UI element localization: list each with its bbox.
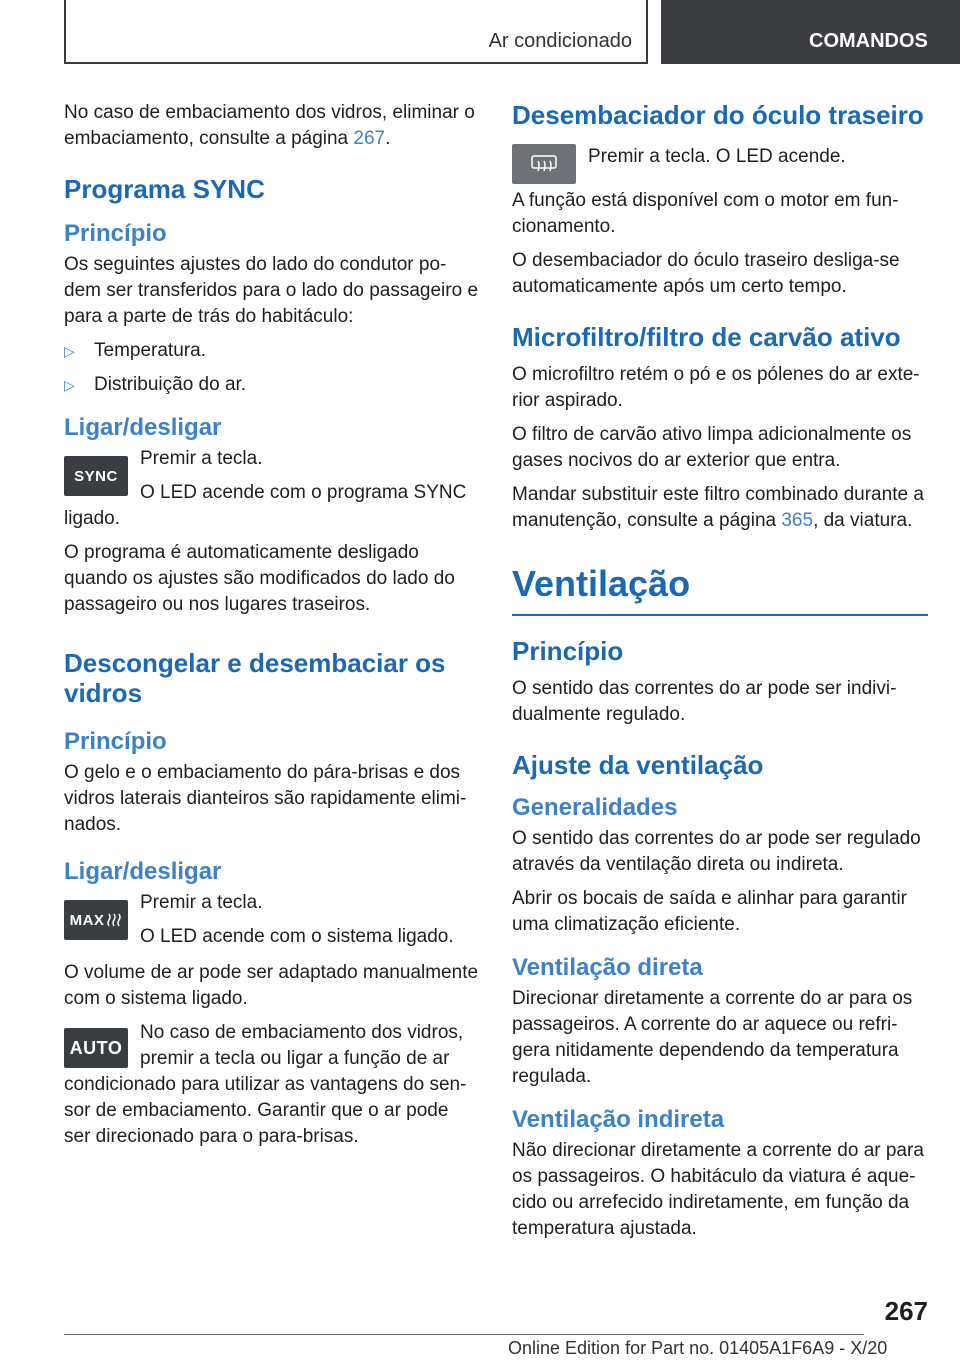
sync-onoff-block: SYNC Premir a tecla. O LED acende com o programa SYNC ligado. <box>64 448 467 529</box>
general-heading: Generalidades <box>512 794 678 821</box>
sync-onoff-heading: Ligar/desligar <box>64 414 222 441</box>
triangle-bullet-icon: ▷ <box>64 343 75 359</box>
page-link-365[interactable]: 365 <box>781 510 814 531</box>
indirect-ventilation-text: Não direcionar diretamente a corrente do ar para os passageiros. O habitáculo da viatura é aque-cido ou arrefecido indiretamente, em função da temperatura ajustada. <box>512 1140 924 1239</box>
footer-divider <box>64 1334 864 1335</box>
left-column <box>64 100 480 1158</box>
defrost-principle-heading: Princípio <box>64 728 167 755</box>
auto-block: AUTO No caso de embaciamento dos vidros, premir a tecla ou ligar a função de ar condicionado para utilizar as vantagens do sen-sor de embaciamento. Garantir que o ar pode ser direcionado para o para-brisas. <box>64 1022 467 1147</box>
ventilation-principle-heading: Princípio <box>512 636 624 666</box>
general-text-1: O sentido das correntes do ar pode ser regulado através da ventilação direta ou indireta. <box>512 828 921 875</box>
filter-title: Microfiltro/filtro de carvão ativo <box>512 322 901 352</box>
page-header <box>0 0 960 66</box>
defrost-title: Descongelar e desembaciar os vidros <box>64 648 446 708</box>
sync-principle-text: Os seguintes ajustes do lado do condutor po-dem ser transferidos para o lado do passageiro e para a parte de trás do habitáculo: <box>64 254 479 327</box>
sync-list <box>64 338 480 398</box>
defrost-onoff-heading: Ligar/desligar <box>64 858 222 885</box>
sync-auto-off-text: O programa é automaticamente desligado quando os ajustes são modificados do lado do passageiro ou nos lugares traseiros. <box>64 542 455 615</box>
filter-text-1: O microfiltro retém o pó e os pólenes do ar exte-rior aspirado. <box>512 364 920 411</box>
list-item: ▷ Temperatura. <box>64 338 480 364</box>
direct-ventilation-text: Direcionar diretamente a corrente do ar para os passageiros. A corrente do ar aquece ou refri-gera nitidamente dependendo da temperatura regulada. <box>512 988 913 1087</box>
defrost-principle-text: O gelo e o embaciamento do pára-brisas e dos vidros laterais dianteiros são rapidamente elimi-nados. <box>64 762 467 835</box>
triangle-bullet-icon: ▷ <box>64 377 75 393</box>
rear-defrost-auto-off: O desembaciador do óculo traseiro desliga-se automaticamente após um certo tempo. <box>512 250 900 297</box>
auto-button-icon: AUTO <box>64 1028 128 1068</box>
rear-defrost-availability: A função está disponível com o motor em fun-cionamento. <box>512 190 899 237</box>
max-onoff-block: MAX Premir a tecla. O LED acende com o sistema ligado. <box>64 890 480 950</box>
right-column <box>512 100 928 1250</box>
section-tab: Ar condicionado <box>64 0 648 64</box>
chapter-tab: COMANDOS <box>661 0 960 64</box>
rear-defrost-block: Premir a tecla. O LED acende. <box>512 144 928 170</box>
rear-window-defrost-button-icon <box>512 144 576 184</box>
ventilation-principle-text: O sentido das correntes do ar pode ser indivi-dualmente regulado. <box>512 678 897 725</box>
direct-ventilation-heading: Ventilação direta <box>512 954 703 981</box>
general-text-2: Abrir os bocais de saída e alinhar para garantir uma climatização eficiente. <box>512 888 908 935</box>
ventilation-title: Ventilação <box>512 564 928 616</box>
filter-text-3: Mandar substituir este filtro combinado durante a manutenção, consulte a página 365, da viatura. <box>512 484 924 531</box>
windshield-defrost-icon <box>106 912 122 928</box>
filter-text-2: O filtro de carvão ativo limpa adicionalmente os gases nocivos do ar exterior que entra. <box>512 424 912 471</box>
rear-window-heater-icon <box>529 153 559 175</box>
air-volume-text: O volume de ar pode ser adaptado manualmente com o sistema ligado. <box>64 962 479 1009</box>
page-number: 267 <box>884 1296 928 1326</box>
page-link-267[interactable]: 267 <box>353 128 386 149</box>
footer-edition: Online Edition for Part no. 01405A1F6A9 - X/20 <box>508 1338 888 1358</box>
sync-title: Programa SYNC <box>64 174 265 204</box>
list-item: ▷ Distribuição do ar. <box>64 372 480 398</box>
sync-button-icon: SYNC <box>64 456 128 496</box>
max-defrost-button-icon: MAX <box>64 900 128 940</box>
sync-principle-heading: Princípio <box>64 220 167 247</box>
indirect-ventilation-heading: Ventilação indireta <box>512 1106 725 1133</box>
rear-defrost-title: Desembaciador do óculo traseiro <box>512 100 924 130</box>
intro-paragraph: No caso de embaciamento dos vidros, eliminar o embaciamento, consulte a página 267. <box>64 102 475 149</box>
ventilation-adjust-title: Ajuste da ventilação <box>512 750 764 780</box>
